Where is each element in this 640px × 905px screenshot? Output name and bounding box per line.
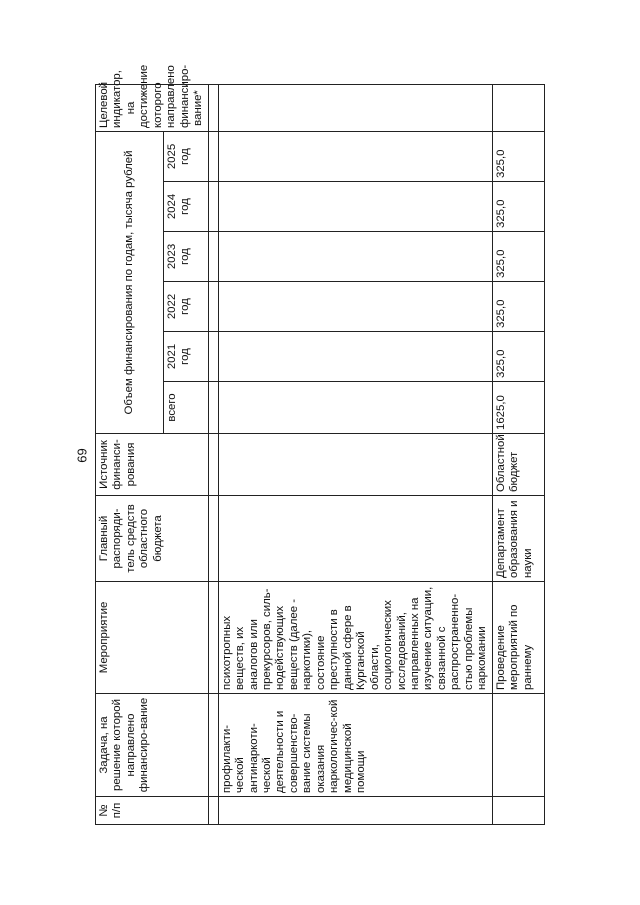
- cell-spacer: [208, 131, 218, 181]
- cell-total: [218, 382, 492, 434]
- cell-manager: Департамент образования и науки: [492, 496, 544, 582]
- cell-spacer: [208, 797, 218, 825]
- rotated-table-wrapper: [95, 64, 545, 825]
- cell-2021: 325,0: [492, 332, 544, 382]
- header-task: Задача, на решение которой направлено финансиро-вание: [96, 694, 209, 797]
- cell-spacer: [208, 332, 218, 382]
- header-indicator: Целевой индикатор, на достижение которого направлено финансиро-вание*: [96, 84, 209, 131]
- cell-total: 1625,0: [492, 382, 544, 434]
- header-2022: 2022 год: [163, 282, 208, 332]
- cell-indicator: [218, 84, 492, 131]
- cell-2025: 325,0: [492, 131, 544, 181]
- cell-spacer: [208, 582, 218, 694]
- header-source: Источник финанси-рования: [96, 434, 209, 496]
- cell-2023: 325,0: [492, 232, 544, 282]
- cell-2024: [218, 182, 492, 232]
- table-row: [218, 84, 492, 824]
- header-2021: 2021 год: [163, 332, 208, 382]
- funding-table: [95, 64, 545, 825]
- cell-2021: [218, 332, 492, 382]
- cell-spacer: [208, 232, 218, 282]
- cell-task: [492, 694, 544, 797]
- cell-measure: психотропных веществ, их аналогов или прекурсоров, силь-нодействующих веществ (далее - наркотики), состояние преступности в данной сфере в Курганской области, социологических исследований, направленных на изучение ситуации, связанной с распространенно-стью проблемы наркомании: [218, 582, 492, 694]
- cell-2022: [218, 282, 492, 332]
- cell-spacer: [208, 496, 218, 582]
- header-total: всего: [163, 382, 208, 434]
- header-2024: 2024 год: [163, 182, 208, 232]
- header-2023: 2023 год: [163, 232, 208, 282]
- cell-2022: 325,0: [492, 282, 544, 332]
- page-number: 69: [74, 448, 90, 463]
- cell-indicator: [492, 84, 544, 131]
- cell-source: [218, 434, 492, 496]
- cell-no: [218, 797, 492, 825]
- cell-spacer: [208, 84, 218, 131]
- cell-task: профилакти-ческой антинаркоти-ческой деятельности и совершенство-вание системы оказания наркологичес-кой медицинской помощи: [218, 694, 492, 797]
- cell-spacer: [208, 434, 218, 496]
- header-2025: 2025 год: [163, 131, 208, 181]
- cell-measure: Проведение мероприятий по раннему: [492, 582, 544, 694]
- cell-2023: [218, 232, 492, 282]
- cell-spacer: [208, 182, 218, 232]
- cell-manager: [218, 496, 492, 582]
- header-measure: Мероприятие: [96, 582, 209, 694]
- table-row: [208, 84, 218, 824]
- cell-2025: [218, 131, 492, 181]
- cell-spacer: [208, 694, 218, 797]
- header-row-1: [96, 84, 164, 824]
- header-funding-group: Объем финансирования по годам, тысяча рублей: [96, 131, 164, 433]
- cell-no: [492, 797, 544, 825]
- header-no: № п/п: [96, 797, 209, 825]
- cell-2024: 325,0: [492, 182, 544, 232]
- cell-spacer: [208, 282, 218, 332]
- header-manager: Главный распоряди-тель средств областного бюджета: [96, 496, 209, 582]
- cell-source: Областной бюджет: [492, 434, 544, 496]
- table-row: [492, 84, 544, 824]
- cell-spacer: [208, 382, 218, 434]
